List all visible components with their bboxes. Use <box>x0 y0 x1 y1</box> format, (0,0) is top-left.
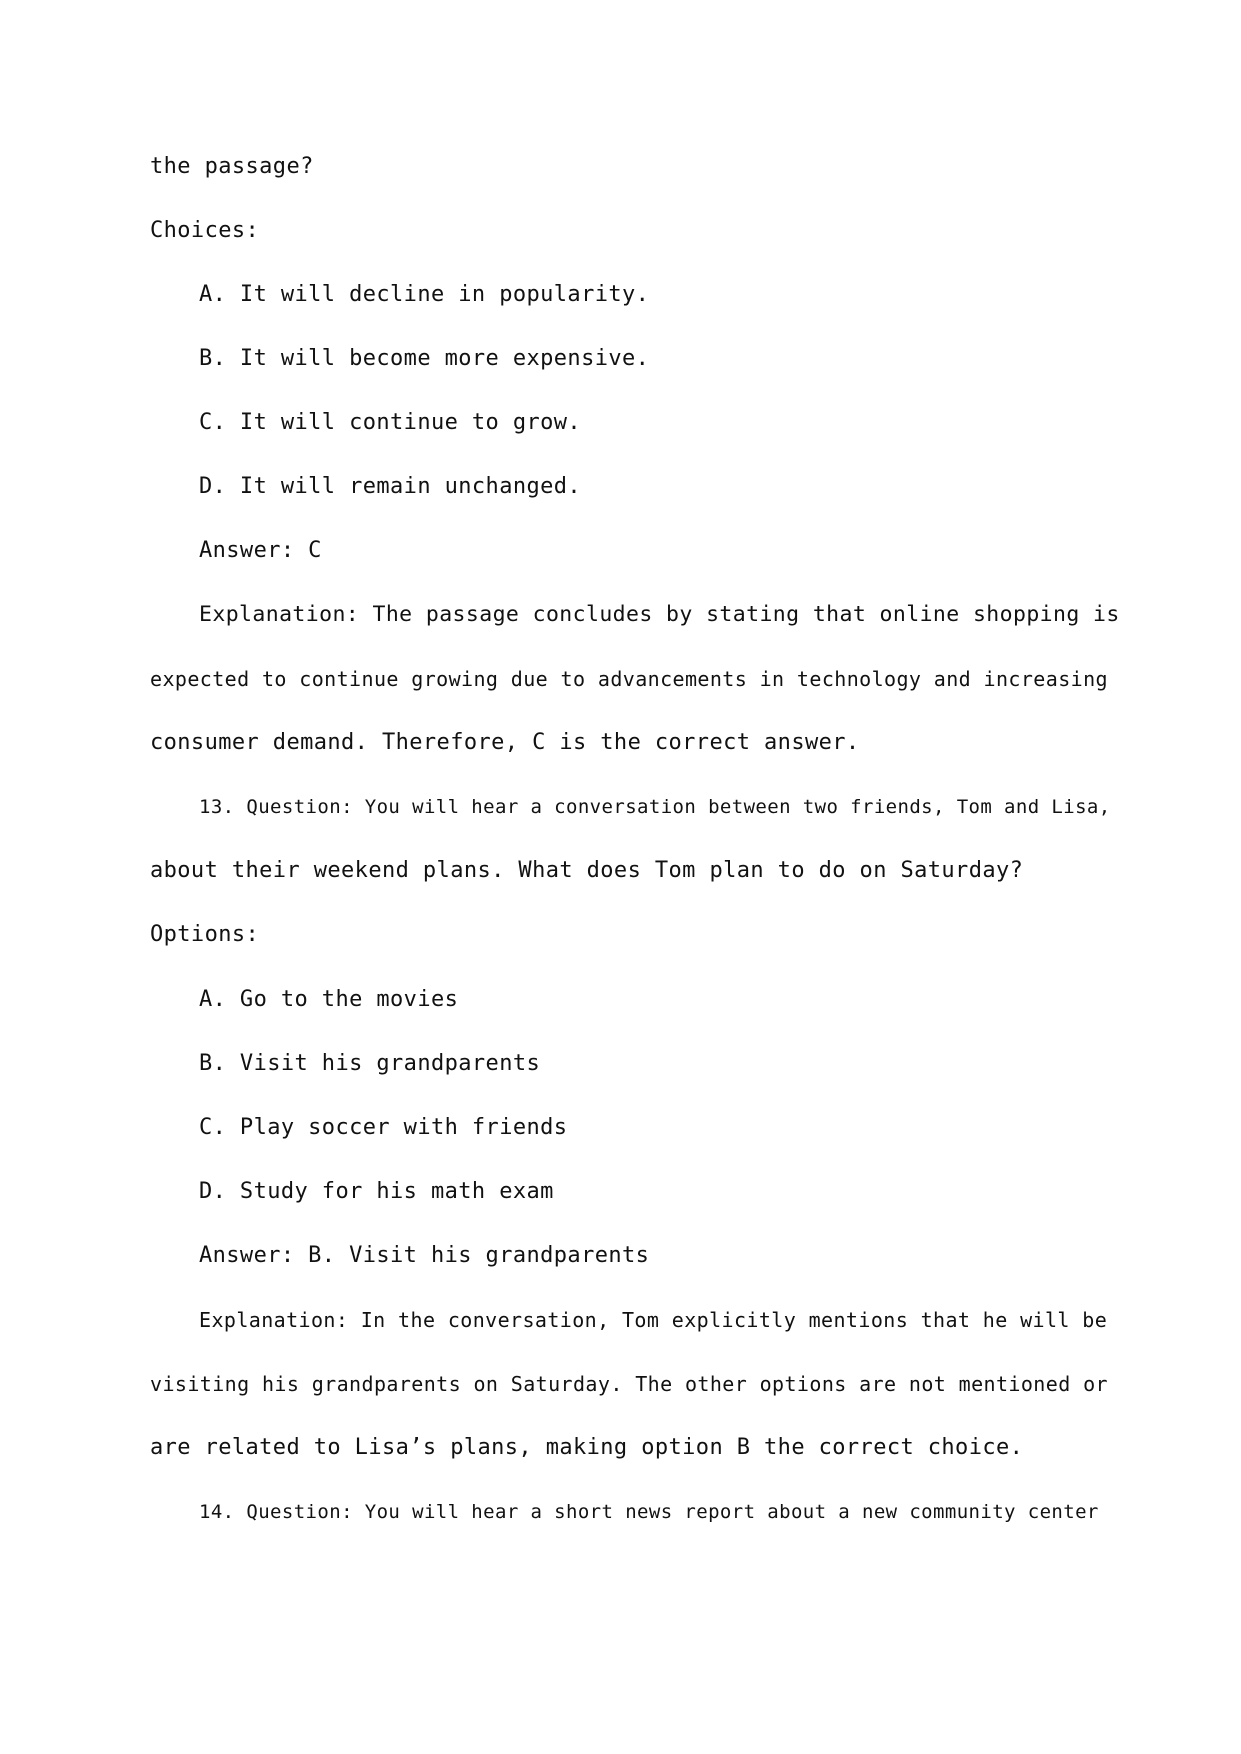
q12-explanation-line-1: Explanation: The passage concludes by stating that online shopping is <box>199 602 1120 627</box>
q13-explanation-line-1: Explanation: In the conversation, Tom explicitly mentions that he will be <box>199 1308 1108 1332</box>
q12-option-b: B. It will become more expensive. <box>199 346 650 371</box>
q12-option-c: C. It will continue to grow. <box>199 410 582 435</box>
q13-option-d: D. Study for his math exam <box>199 1179 554 1204</box>
q13-explanation-line-2: visiting his grandparents on Saturday. The other options are not mentioned or <box>150 1372 1108 1396</box>
q13-option-b: B. Visit his grandparents <box>199 1051 541 1076</box>
options-label: Options: <box>150 922 260 947</box>
q13-question-line-1: 13. Question: You will hear a conversation between two friends, Tom and Lisa, <box>199 796 1111 818</box>
choices-label: Choices: <box>150 218 260 243</box>
q13-option-a: A. Go to the movies <box>199 987 459 1012</box>
q12-explanation-line-3: consumer demand. Therefore, C is the correct answer. <box>150 730 860 755</box>
q12-option-a: A. It will decline in popularity. <box>199 282 650 307</box>
q13-explanation-line-3: are related to Lisa’s plans, making option B the correct choice. <box>150 1435 1024 1460</box>
q13-option-c: C. Play soccer with friends <box>199 1115 568 1140</box>
q12-option-d: D. It will remain unchanged. <box>199 474 582 499</box>
question-12-text-end: the passage? <box>150 154 314 179</box>
q12-explanation-line-2: expected to continue growing due to advancements in technology and increasing <box>150 667 1108 691</box>
q13-answer: Answer: B. Visit his grandparents <box>199 1243 650 1268</box>
q12-answer: Answer: C <box>199 538 322 563</box>
q14-question-line-1: 14. Question: You will hear a short news report about a new community center <box>199 1501 1099 1523</box>
q13-question-line-2: about their weekend plans. What does Tom plan to do on Saturday? <box>150 858 1024 883</box>
